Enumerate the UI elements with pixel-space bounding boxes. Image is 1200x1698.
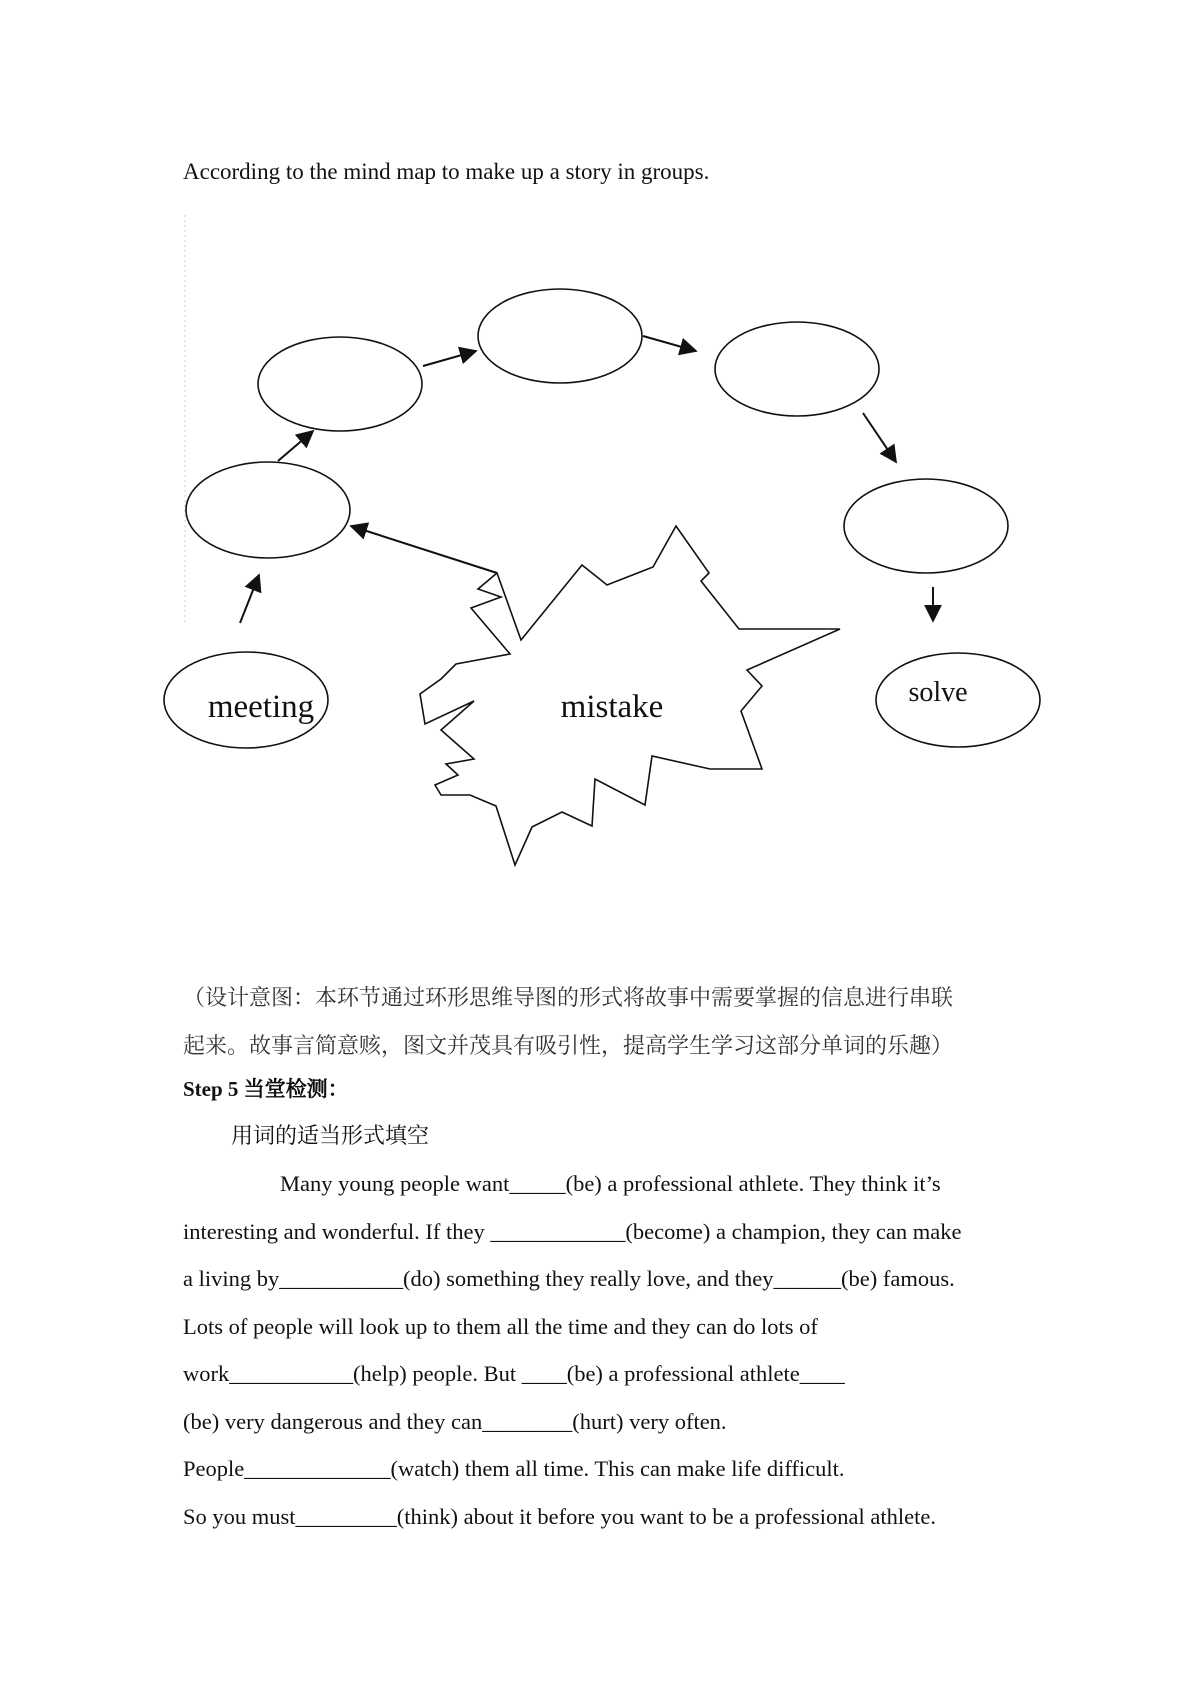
exercise-line: interesting and wonderful. If they ____________(become) a champion, they can make: [183, 1218, 962, 1244]
empty-node-1: [186, 462, 350, 558]
arrow-node1-to-node2: [278, 431, 313, 461]
arrow-node2-to-node3: [423, 351, 476, 366]
exercise-line: Many young people want_____(be) a professional athlete. They think it’s: [280, 1171, 941, 1196]
empty-node-2: [258, 337, 422, 431]
arrow-node3-to-node4: [643, 336, 696, 351]
exercise-line: work___________(help) people. But ____(be) a professional athlete____: [183, 1361, 845, 1386]
mistake-label: mistake: [560, 689, 664, 725]
exercise-line: (be) very dangerous and they can________(hurt) very often.: [183, 1408, 727, 1434]
exercise-line: a living by___________(do) something they really love, and they______(be) famous.: [183, 1266, 955, 1291]
meeting-label: meeting: [207, 689, 315, 725]
exercise-line: Lots of people will look up to them all the time and they can do lots of: [183, 1313, 818, 1339]
exercise-line: So you must_________(think) about it before you want to be a professional athlete.: [183, 1503, 936, 1529]
solve-label: solve: [908, 677, 968, 708]
step-heading: Step 5 当堂检测：: [183, 1077, 349, 1101]
design-intent-note: [183, 975, 1043, 1071]
design-note-line-1: （设计意图：本环节通过环形思维导图的形式将故事中需要掌握的信息进行串联: [183, 986, 954, 1011]
arrow-node4-to-node5: [863, 413, 896, 462]
empty-node-4: [715, 322, 879, 416]
intro-text: According to the mind map to make up a story in groups.: [183, 159, 710, 184]
design-note-line-2: 起来。故事言简意赅，图文并茂具有吸引性，提高学生学习这部分单词的乐趣）: [183, 1034, 954, 1059]
empty-node-5: [844, 479, 1008, 573]
arrow-mistake-to-node1: [351, 526, 497, 573]
empty-node-3: [478, 289, 642, 383]
arrow-meeting-to-node1: [240, 575, 259, 623]
instruction-text: 用词的适当形式填空: [231, 1124, 430, 1149]
exercise-line: People_____________(watch) them all time. This can make life difficult.: [183, 1456, 845, 1481]
cloze-exercise: [183, 1168, 1063, 1548]
